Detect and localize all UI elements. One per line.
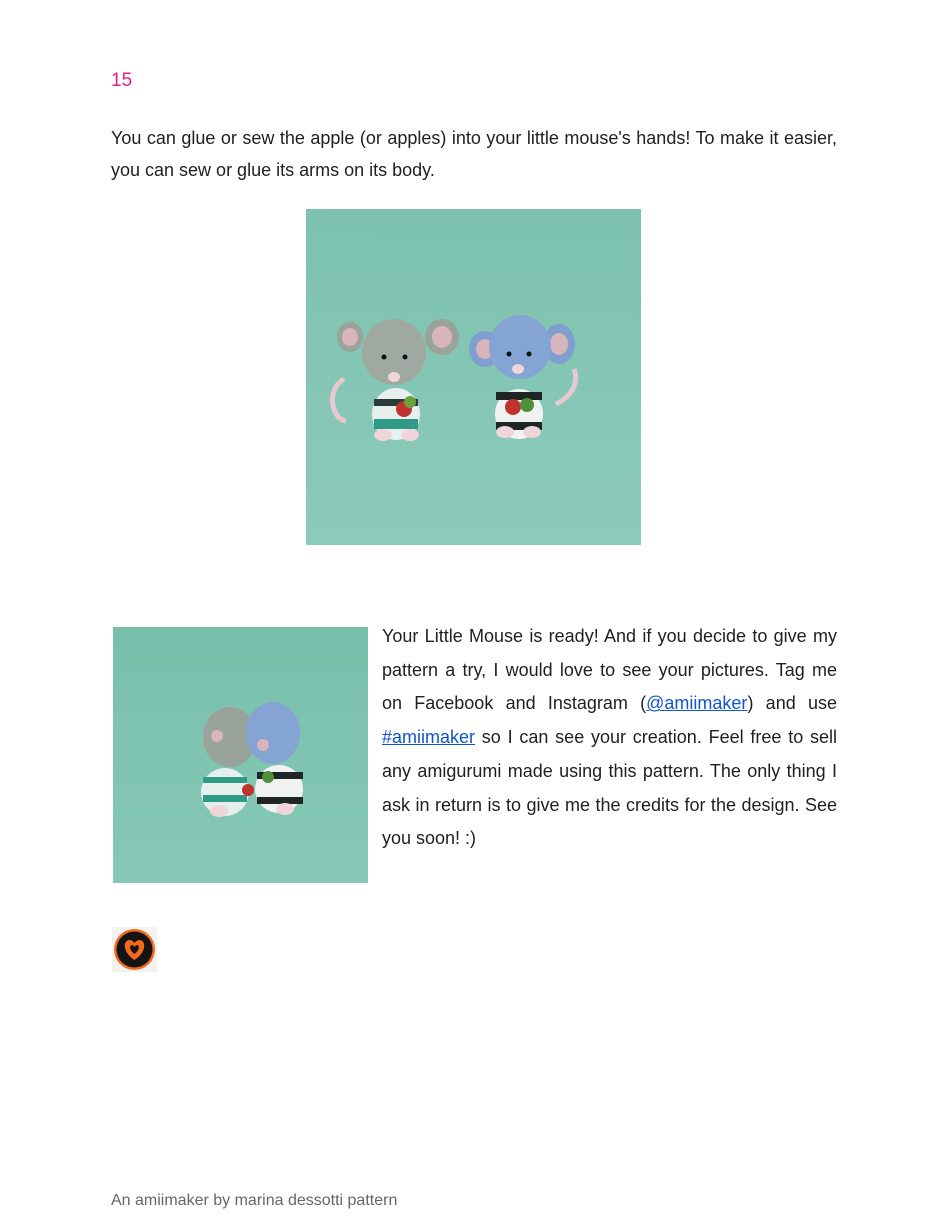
closing-text-2: ) and use	[747, 693, 837, 714]
page-number: 15	[111, 70, 133, 91]
photo-mice-with-apples	[306, 209, 641, 545]
heart-logo-icon	[112, 927, 157, 972]
closing-text-3: so I can see your creation. Feel free to sell any amigurumi made using this pattern. The only thing I ask in return is to give me the credits for the design. See you soon! :)	[382, 727, 837, 849]
footer-credit: An amiimaker by marina dessotti pattern	[111, 1192, 398, 1209]
photo-mice-kissing	[113, 627, 368, 883]
closing-paragraph	[382, 620, 837, 856]
intro-paragraph: You can glue or sew the apple (or apples) into your little mouse's hands! To make it easier, you can sew or glue its arms on its body.	[111, 128, 837, 180]
closing-text-1: Your Little Mouse is ready! And if you decide to give my pattern a try, I would love to see your pictures. Tag me on Facebook and Instagram (	[382, 626, 837, 714]
instagram-handle-link[interactable]: @amiimaker	[646, 693, 748, 714]
hashtag-link[interactable]: #amiimaker	[382, 727, 476, 748]
